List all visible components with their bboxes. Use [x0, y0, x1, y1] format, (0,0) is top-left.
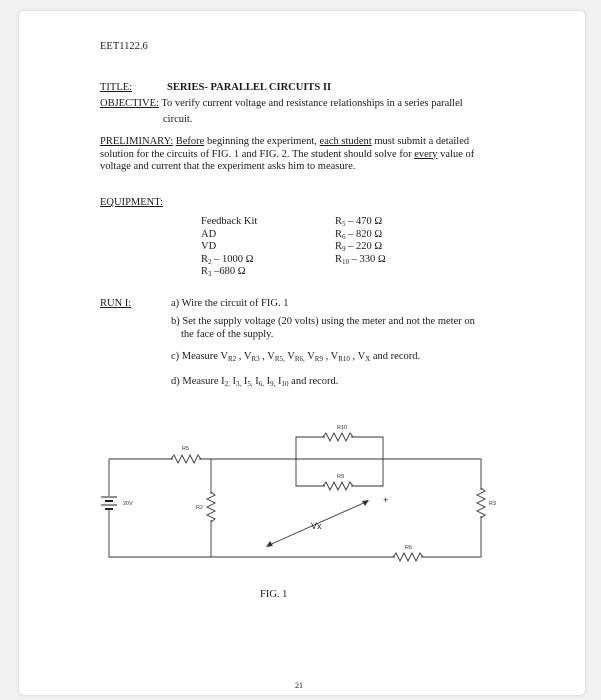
- preliminary-each-student: each student: [319, 136, 372, 147]
- page-number: 21: [295, 681, 303, 690]
- preliminary-every: every: [414, 148, 438, 160]
- equipment-item-r10: $R_{10} - 330$ Ω: [335, 253, 386, 266]
- preliminary-label: PRELIMINARY:: [100, 136, 174, 147]
- label-r6: R6: [405, 545, 413, 551]
- current-measure-item: $I_{5,}$: [243, 376, 253, 388]
- label-source: 20V: [123, 501, 133, 507]
- objective-label: OBJECTIVE:: [100, 98, 159, 109]
- run-step-d: d) Measure $I_{2,}$ $I_{3,}$ $I_{5,}$ $I_{6,}$ $I_{9,}$ $I_{10}$ and record.: [171, 376, 339, 388]
- preliminary-text-3: solution for the circuits of FIG. 1 and FIG. 2. The student should solve for: [100, 148, 415, 160]
- equipment-label: EQUIPMENT:: [100, 197, 164, 208]
- run-step-c: c) Measure $V_{R2}$ , $V_{R3}$ , $V_{R5,}$ $V_{R6,}$ $V_{R9}$ , $V_{R10}$ , $V_X$ and record.: [171, 351, 421, 363]
- label-r3: R3: [489, 501, 497, 507]
- run-step-a: a) Wire the circuit of FIG. 1: [171, 298, 289, 309]
- course-code: EET1122.6: [100, 41, 148, 52]
- preliminary-text-1: beginning the experiment,: [204, 136, 320, 147]
- label-r2: R2: [196, 505, 204, 511]
- outer-loop-wire: [109, 459, 481, 557]
- equipment-item: VD: [201, 241, 217, 252]
- circuit-diagram: [19, 11, 585, 695]
- voltage-measure-item: $V_{R6,}$: [287, 351, 305, 363]
- run-step-b-line1: b) Set the supply voltage (20 volts) using the meter and not the meter on: [171, 316, 475, 327]
- title-label: TITLE:: [100, 82, 133, 93]
- label-r10: R10: [337, 425, 348, 431]
- run-label: RUN I:: [100, 298, 132, 309]
- current-measure-item: $I_{10}$: [278, 376, 289, 388]
- equipment-item-r2: $R_2 - 1000$ Ω: [201, 253, 254, 266]
- equipment-item-r9: $R_9 - 220$ Ω: [335, 241, 383, 253]
- voltage-measure-item: $V_X$: [357, 351, 371, 363]
- label-vx: Vx: [311, 521, 322, 531]
- document-page: [18, 10, 586, 696]
- preliminary-text-2: must submit a detailed: [371, 136, 470, 147]
- voltage-measure-item: $V_{R9}$ ,: [307, 351, 331, 363]
- objective-text-line1: To verify current voltage and resistance relationships in a series parallel: [161, 98, 463, 109]
- voltage-measure-item: $V_{R2}$ ,: [220, 351, 244, 363]
- voltage-measure-item: $V_{R10}$ ,: [330, 351, 358, 363]
- label-r9: R9: [337, 474, 345, 480]
- voltage-measure-item: $V_{R5,}$: [267, 351, 285, 363]
- current-measure-item: $I_{2,}$: [221, 376, 230, 388]
- preliminary-before: Before: [175, 136, 205, 147]
- preliminary-line3: voltage and current that the experiment asks him to measure.: [100, 161, 356, 172]
- voltage-measure-item: $V_{R3}$ ,: [243, 351, 268, 363]
- equipment-item: Feedback Kit: [201, 216, 258, 227]
- label-plus: +: [383, 495, 389, 505]
- equipment-item-r6: $R_6 - 820$ Ω: [335, 228, 383, 241]
- current-measure-item: $I_{9,}$: [266, 376, 276, 388]
- preliminary-text-4: value of: [437, 148, 475, 160]
- objective-text-line2: circuit.: [163, 114, 193, 125]
- current-measure-item: $I_{3,}$: [232, 376, 242, 388]
- figure-caption: FIG. 1: [260, 589, 288, 600]
- run-step-b-line2: the face of the supply.: [181, 328, 274, 340]
- equipment-item-r5: $R_5 - 470$ Ω: [335, 216, 383, 228]
- equipment-item: AD: [201, 228, 217, 240]
- current-measure-item: $I_{6,}$: [255, 376, 265, 388]
- label-r5: R5: [182, 446, 190, 452]
- title-text: SERIES- PARALLEL CIRCUITS II: [167, 82, 332, 93]
- equipment-item-r3: $R_3$ –680 Ω: [201, 266, 246, 278]
